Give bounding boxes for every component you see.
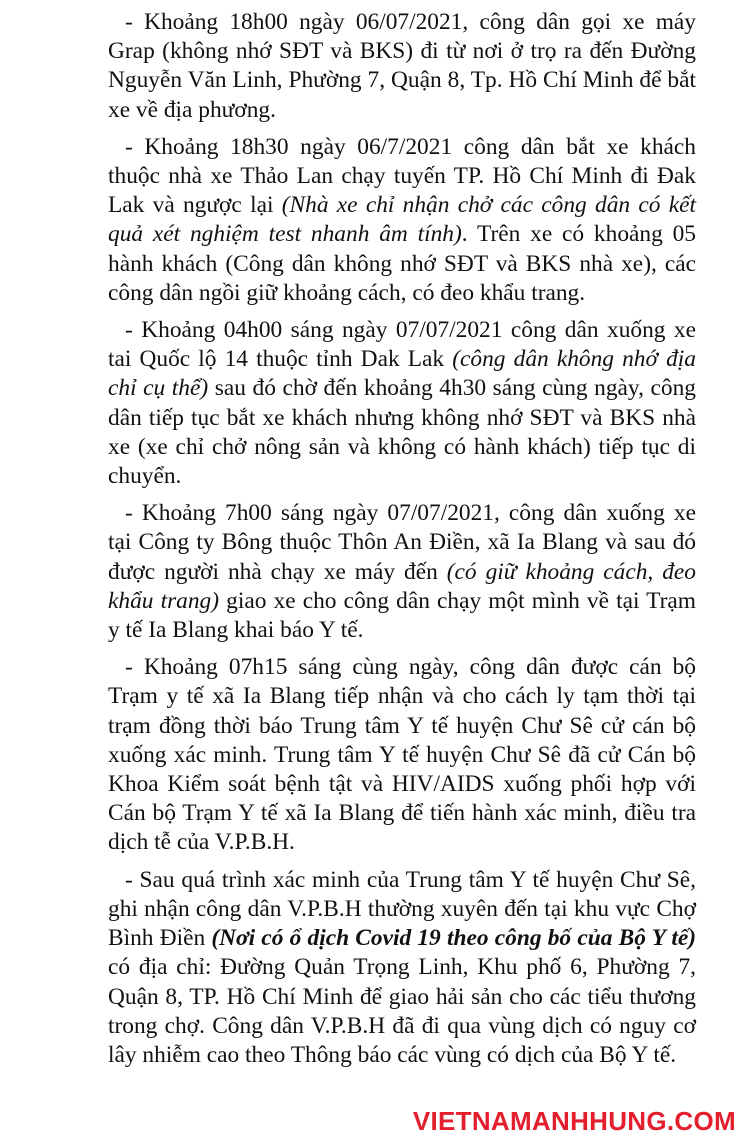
paragraph-3-italic-note: (công dân không nhớ địa chỉ cụ thể) — [108, 346, 696, 402]
watermark-logo: VIETNAMANHHUNG.COM — [412, 1106, 736, 1136]
paragraph-2-text-b: . Trên xe có khoảng 05 hành khách (Công dân không nhớ SĐT và BKS nhà xe), các công dân ngồi giữ khoảng cách, có đeo khẩu trang. — [108, 221, 696, 306]
paragraph-3 — [108, 316, 696, 491]
paragraph-1-text: - Khoảng 18h00 ngày 06/07/2021, công dân gọi xe máy Grap (không nhớ SĐT và BKS) đi từ nơi ở trọ ra đến Đường Nguyễn Văn Linh, Phường 7, Quận 8, Tp. Hồ Chí Minh để bắt xe về địa phương. — [108, 9, 696, 123]
paragraph-6-text-a: - Sau quá trình xác minh của Trung tâm Y tế huyện Chư Sê, ghi nhận công dân V.P.B.H thường xuyên đến tại khu vực Chợ Bình Điền — [108, 866, 696, 952]
paragraph-2 — [108, 133, 696, 308]
paragraph-2-text-a: - Khoảng 18h30 ngày 06/7/2021 công dân bắt xe khách thuộc nhà xe Thảo Lan chạy tuyến TP. Hồ Chí Minh đi Đak Lak và ngược lại — [108, 133, 696, 219]
paragraph-3-text-a: - Khoảng 04h00 sáng ngày 07/07/2021 công dân xuống xe tai Quốc lộ 14 thuộc tỉnh Dak Lak — [108, 317, 696, 373]
paragraph-4-text-a: - Khoảng 7h00 sáng ngày 07/07/2021, công dân xuống xe tại Công ty Bông thuộc Thôn An Điền, xã Ia Blang và sau đó được người nhà chạy xe máy đến — [108, 500, 696, 585]
paragraph-4 — [108, 499, 696, 645]
paragraph-4-text-b: giao xe cho công dân chạy một mình về tại Trạm y tế Ia Blang khai báo Y tế. — [108, 587, 696, 644]
document-body — [108, 8, 696, 1078]
paragraph-2-italic-note: (Nhà xe chỉ nhận chở các công dân có kết quả xét nghiệm test nhanh âm tính) — [108, 192, 696, 248]
paragraph-4-italic-note: (có giữ khoảng cách, đeo khẩu trang) — [108, 558, 696, 614]
paragraph-1 — [108, 8, 696, 125]
paragraph-6-text-b: có địa chỉ: Đường Quản Trọng Linh, Khu phố 6, Phường 7, Quận 8, TP. Hồ Chí Minh để giao hải sản cho các tiểu thương trong chợ. Công dân V.P.B.H đã đi qua vùng dịch có nguy cơ lây nhiễm cao theo Thông báo các vùng có dịch của Bộ Y tế. — [108, 954, 696, 1068]
paragraph-3-text-b: sau đó chờ đến khoảng 4h30 sáng cùng ngày, công dân tiếp tục bắt xe khách nhưng không nhớ SĐT và BKS nhà xe (xe chỉ chở nông sản và không có hành khách) tiếp tục di chuyển. — [108, 375, 697, 490]
paragraph-5-text: - Khoảng 07h15 sáng cùng ngày, công dân được cán bộ Trạm y tế xã Ia Blang tiếp nhận và cho cách ly tạm thời tại trạm đồng thời báo Trung tâm Y tế huyện Chư Sê cử cán bộ xuống xác minh. Trung tâm Y tế huyện Chư Sê đã cử Cán bộ Khoa Kiểm soát bệnh tật và HIV/AIDS xuống phối hợp với Cán bộ Trạm Y tế xã Ia Blang để tiến hành xác minh, điều tra dịch tễ của V.P.B.H. — [108, 654, 696, 856]
paragraph-5 — [108, 653, 696, 857]
paragraph-6 — [108, 866, 696, 1070]
paragraph-6-bold-italic-note: (Nơi có ổ dịch Covid 19 theo công bố của Bộ Y tế) — [211, 925, 696, 952]
